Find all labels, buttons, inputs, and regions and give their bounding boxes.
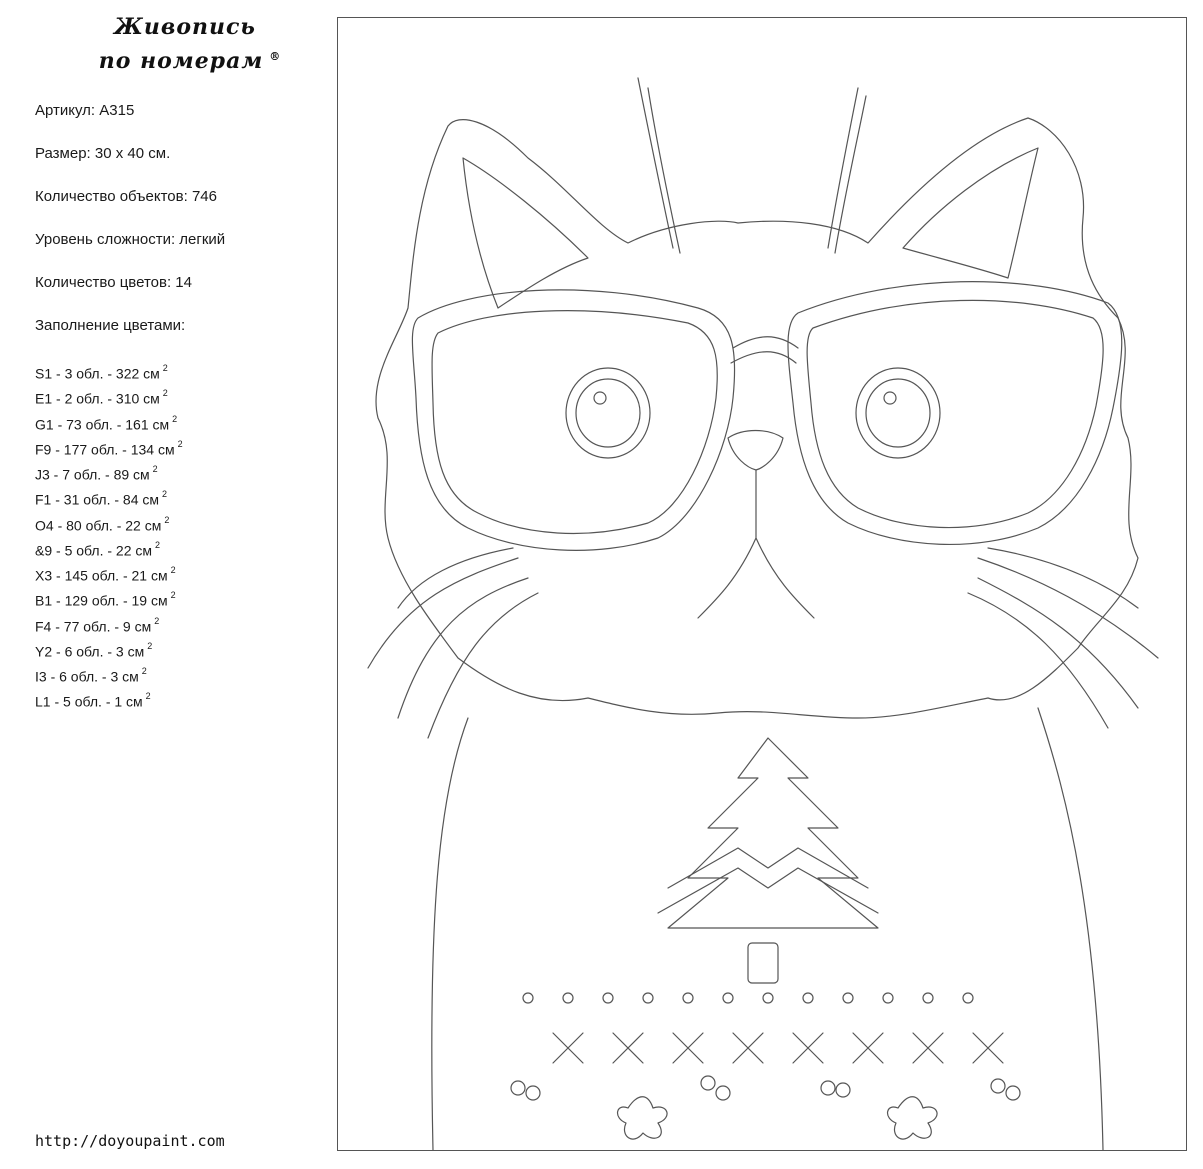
color-row — [35, 537, 183, 562]
glasses-left-lens-inner — [432, 311, 717, 534]
sweater-zigzag — [658, 848, 878, 913]
color-row-unit-sup: 2 — [170, 565, 176, 575]
sweater-dots-row — [523, 993, 973, 1003]
tree-trunk — [748, 943, 778, 983]
sweater-bottom-dots — [511, 1076, 1020, 1100]
canvas-size: Размер: 30 х 40 см. — [35, 145, 171, 162]
brand-title — [70, 10, 300, 78]
color-row — [35, 385, 183, 410]
color-row-unit-sup: 2 — [162, 363, 168, 373]
left-eye — [566, 368, 650, 458]
color-row-unit-sup: 2 — [141, 666, 147, 676]
sweater-crosses-row — [553, 1033, 1003, 1063]
color-row-text: F9 - 177 обл. - 134 см — [35, 441, 175, 458]
color-row-text: X3 - 145 обл. - 21 см — [35, 567, 168, 584]
cat-outline-illustration — [338, 18, 1186, 1150]
bottom-flower-left — [618, 1097, 668, 1139]
right-eye — [856, 368, 940, 458]
right-ear-inner — [903, 148, 1038, 278]
color-row — [35, 436, 183, 461]
glasses-right-lens — [788, 282, 1122, 545]
color-row-text: J3 - 7 обл. - 89 см — [35, 466, 150, 483]
color-row-text: Y2 - 6 обл. - 3 см — [35, 643, 145, 660]
color-row-text: S1 - 3 обл. - 322 см — [35, 365, 160, 382]
website-url: http://doyoupaint.com — [35, 1132, 225, 1150]
difficulty-level: Уровень сложности: легкий — [35, 231, 226, 248]
whiskers-right — [968, 548, 1158, 728]
color-row-text: I3 - 6 обл. - 3 см — [35, 668, 139, 685]
colors-count: Количество цветов: 14 — [35, 274, 192, 291]
color-row — [35, 663, 183, 688]
product-info — [35, 100, 225, 358]
color-row-unit-sup: 2 — [162, 388, 168, 399]
coloring-canvas — [337, 17, 1187, 1151]
color-row-unit-sup: 2 — [155, 539, 161, 550]
left-eye-inner — [576, 379, 640, 447]
color-row-unit-sup: 2 — [147, 640, 153, 651]
color-row — [35, 688, 183, 713]
color-row-text: O4 - 80 обл. - 22 см — [35, 517, 162, 534]
color-row — [35, 461, 183, 486]
mouth — [698, 470, 814, 618]
registered-mark: ® — [269, 50, 282, 63]
color-row-unit-sup: 2 — [170, 590, 176, 601]
color-row-text: &9 - 5 обл. - 22 см — [35, 542, 153, 559]
color-row-unit-sup: 2 — [145, 691, 151, 702]
body-outline — [432, 708, 1103, 1150]
color-row-text: L1 - 5 обл. - 1 см — [35, 693, 143, 710]
color-row-text: G1 - 73 обл. - 161 см — [35, 416, 170, 433]
color-row-unit-sup: 2 — [164, 514, 170, 525]
color-row-unit-sup: 2 — [154, 615, 160, 626]
bottom-flower-right — [888, 1097, 938, 1139]
left-ear-inner — [463, 158, 588, 308]
color-fill-list — [35, 360, 183, 714]
color-row-unit-sup: 2 — [172, 413, 178, 424]
color-row — [35, 562, 183, 587]
fill-title: Заполнение цветами: — [35, 317, 186, 334]
color-row — [35, 587, 183, 612]
sweater-tree — [668, 738, 878, 928]
color-row — [35, 360, 183, 385]
color-row — [35, 512, 183, 537]
brand-title-line2-wrap — [89, 44, 282, 78]
color-row — [35, 638, 183, 663]
article-number: Артикул: А315 — [35, 102, 135, 119]
nose — [728, 431, 783, 471]
glasses-right-lens-inner — [807, 300, 1103, 527]
glasses-left-lens — [412, 290, 734, 550]
color-row-text: B1 - 129 обл. - 19 см — [35, 592, 168, 609]
color-row — [35, 486, 183, 511]
color-row — [35, 613, 183, 638]
color-row-unit-sup: 2 — [152, 464, 158, 474]
color-row — [35, 411, 183, 436]
color-row-text: F4 - 77 обл. - 9 см — [35, 618, 152, 635]
brand-title-line1: Живопись — [114, 14, 256, 40]
color-row-unit-sup: 2 — [177, 438, 183, 449]
whiskers-left — [368, 548, 538, 738]
color-row-unit-sup: 2 — [162, 489, 168, 500]
right-eye-inner — [866, 379, 930, 447]
brand-title-line2: по номерам — [98, 48, 264, 74]
color-row-text: F1 - 31 обл. - 84 см — [35, 491, 160, 508]
color-row-text: E1 - 2 обл. - 310 см — [35, 390, 160, 407]
objects-count: Количество объектов: 746 — [35, 188, 217, 205]
